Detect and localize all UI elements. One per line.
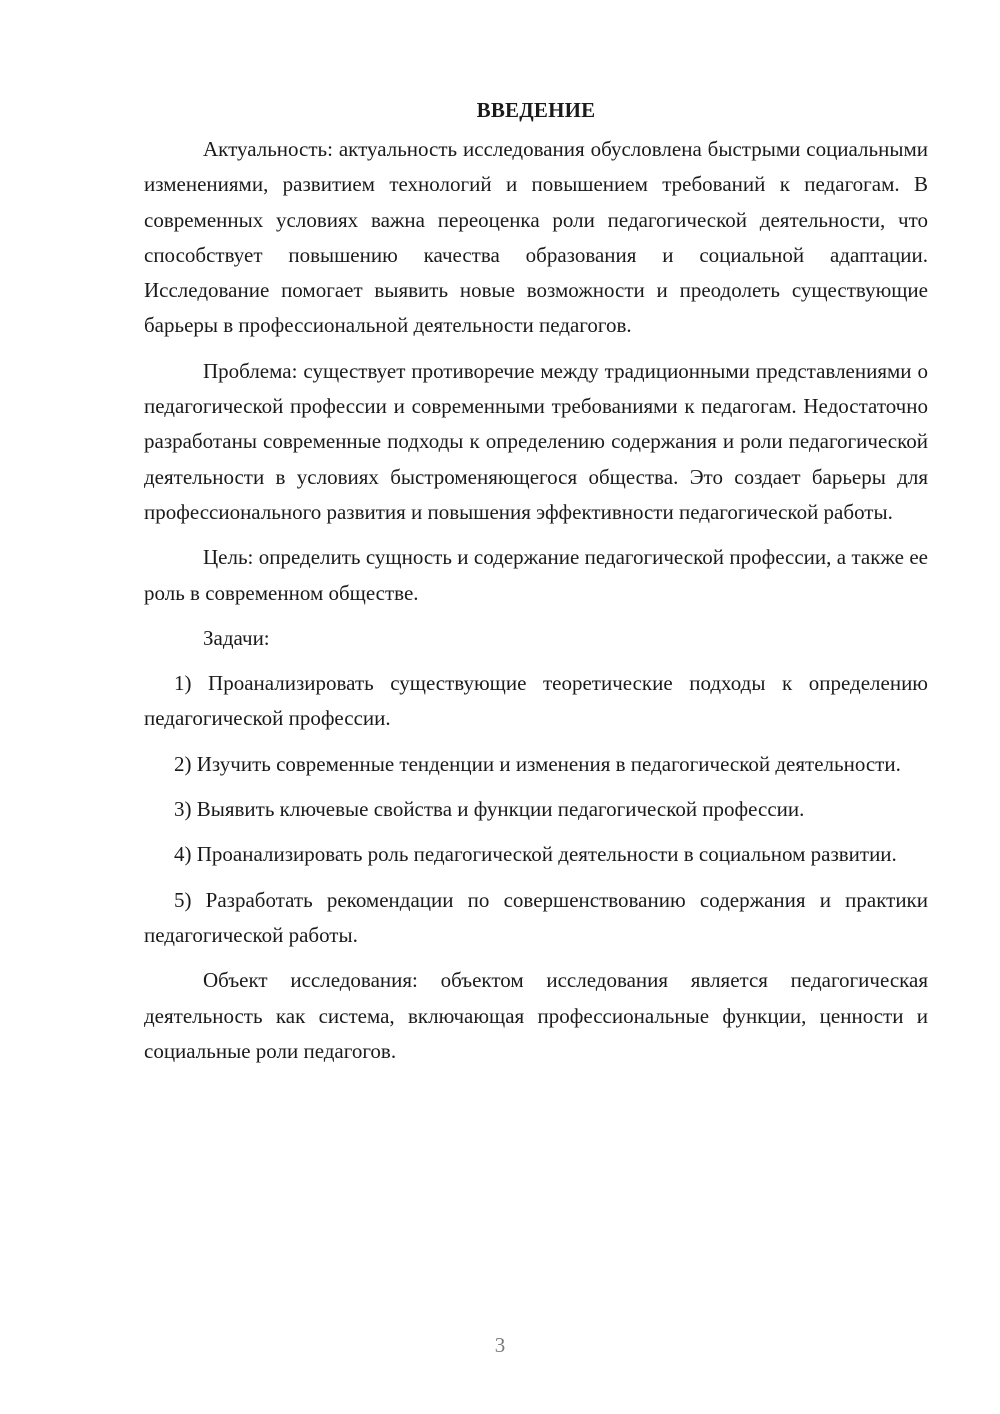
relevance-paragraph: Актуальность: актуальность исследования обусловлена быстрыми социальными изменениями, развитием технологий и повышением требований к педагогам. В современных условиях важна переоценка роли педагогической деятельности, что способствует повышению качества образования и социальной адаптации. Исследование помогает выявить новые возможности и преодолеть существующие барьеры в профессиональной деятельности педагогов. <box>144 137 928 338</box>
page-title: ВВЕДЕНИЕ <box>476 98 596 122</box>
task-item: 4) Проанализировать роль педагогической деятельности в социальном развитии. <box>174 842 897 867</box>
task-item: 5) Разработать рекомендации по совершенствованию содержания и практики педагогической работы. <box>144 887 928 947</box>
tasks-heading: Задачи: <box>203 625 270 650</box>
page-number: 3 <box>494 1333 506 1357</box>
goal-paragraph: Цель: определить сущность и содержание педагогической профессии, а также ее роль в современном обществе. <box>144 545 928 605</box>
problem-paragraph: Проблема: существует противоречие между традиционными представлениями о педагогической профессии и современными требованиями к педагогам. Недостаточно разработаны современные подходы к определению содержания и роли педагогической деятельности в условиях быстроменяющегося общества. Это создает барьеры для профессионального развития и повышения эффективности педагогической работы. <box>144 358 928 524</box>
object-paragraph: Объект исследования: объектом исследования является педагогическая деятельность как система, включающая профессиональные функции, ценности и социальные роли педагогов. <box>144 968 928 1063</box>
document-page <box>144 92 928 1079</box>
task-item: 2) Изучить современные тенденции и изменения в педагогической деятельности. <box>174 751 901 776</box>
task-item: 1) Проанализировать существующие теоретические подходы к определению педагогической профессии. <box>144 671 928 731</box>
task-item: 3) Выявить ключевые свойства и функции педагогической профессии. <box>174 797 805 822</box>
